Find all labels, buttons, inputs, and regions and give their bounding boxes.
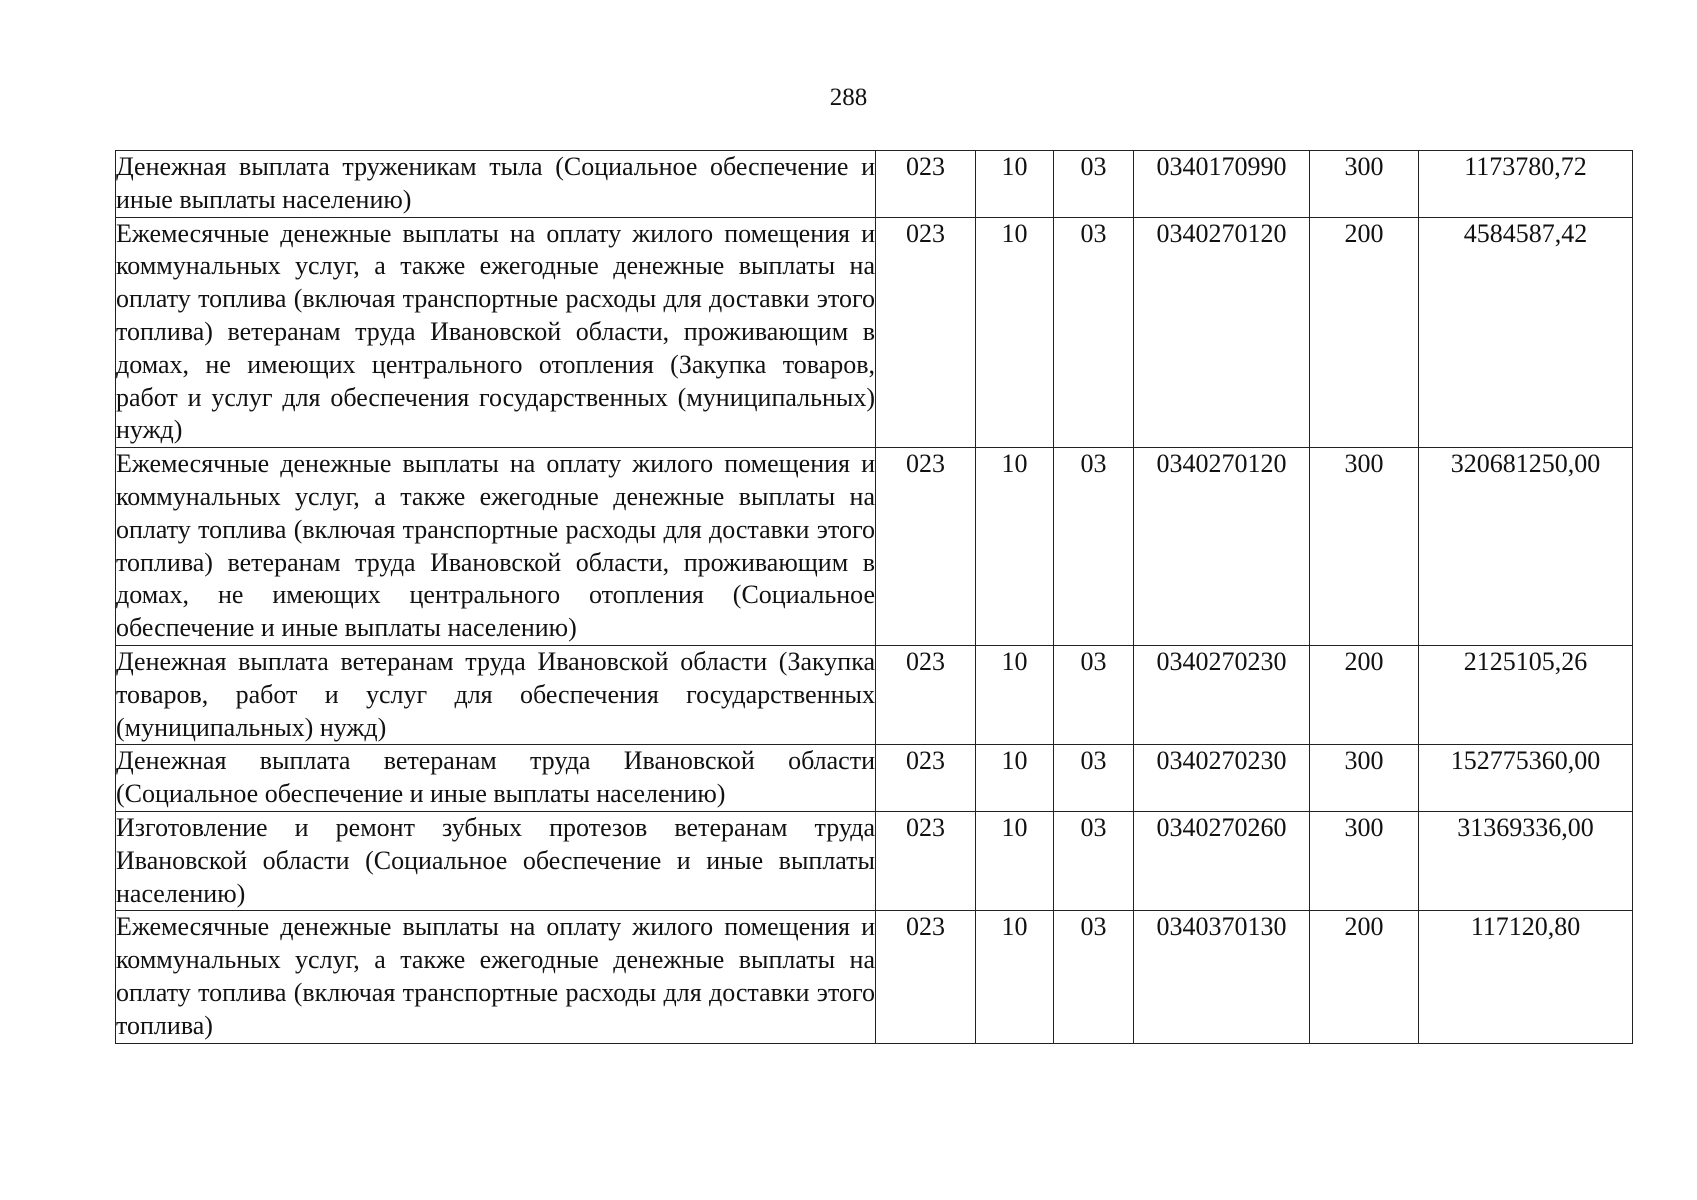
page-number: 288 (829, 84, 868, 111)
row-section-code: 10 (976, 448, 1054, 646)
row-target-article: 0340270260 (1134, 811, 1310, 910)
row-amount: 2125105,26 (1419, 645, 1633, 744)
row-expense-type: 200 (1310, 217, 1419, 448)
table-row (116, 745, 1633, 812)
row-subsection-code: 03 (1054, 151, 1134, 218)
row-description: Денежная выплата ветеранам труда Ивановской области (Социальное обеспечение и иные выплаты населению) (116, 745, 876, 812)
row-expense-type: 300 (1310, 811, 1419, 910)
row-description: Денежная выплата труженикам тыла (Социальное обеспечение и иные выплаты населению) (116, 151, 876, 218)
row-target-article: 0340270230 (1134, 745, 1310, 812)
row-description: Ежемесячные денежные выплаты на оплату жилого помещения и коммунальных услуг, а также ежегодные денежные выплаты на оплату топлива (включая транспортные расходы для доставки этого топлива) ветеранам труда Ивановской области, проживающим в домах, не имеющих центрального отопления (Закупка товаров, работ и услуг для обеспечения государственных (муниципальных) нужд) (116, 217, 876, 448)
table-row (116, 811, 1633, 910)
row-amount: 31369336,00 (1419, 811, 1633, 910)
table-row (116, 151, 1633, 218)
row-expense-type: 200 (1310, 645, 1419, 744)
row-description: Ежемесячные денежные выплаты на оплату жилого помещения и коммунальных услуг, а также ежегодные денежные выплаты на оплату топлива (включая транспортные расходы для доставки этого топлива) (116, 911, 876, 1043)
budget-table (115, 150, 1633, 1044)
row-expense-type: 300 (1310, 448, 1419, 646)
table-row (116, 645, 1633, 744)
row-amount: 1173780,72 (1419, 151, 1633, 218)
row-subsection-code: 03 (1054, 911, 1134, 1043)
row-ministry-code: 023 (876, 645, 976, 744)
row-section-code: 10 (976, 151, 1054, 218)
row-description: Денежная выплата ветеранам труда Ивановской области (Закупка товаров, работ и услуг для обеспечения государственных (муниципальных) нужд) (116, 645, 876, 744)
row-section-code: 10 (976, 217, 1054, 448)
row-expense-type: 300 (1310, 745, 1419, 812)
row-ministry-code: 023 (876, 811, 976, 910)
row-target-article: 0340270230 (1134, 645, 1310, 744)
row-amount: 117120,80 (1419, 911, 1633, 1043)
row-subsection-code: 03 (1054, 645, 1134, 744)
row-amount: 4584587,42 (1419, 217, 1633, 448)
row-amount: 152775360,00 (1419, 745, 1633, 812)
row-ministry-code: 023 (876, 151, 976, 218)
table-row (116, 448, 1633, 646)
row-subsection-code: 03 (1054, 448, 1134, 646)
row-section-code: 10 (976, 911, 1054, 1043)
row-section-code: 10 (976, 745, 1054, 812)
row-target-article: 0340270120 (1134, 217, 1310, 448)
row-ministry-code: 023 (876, 911, 976, 1043)
row-subsection-code: 03 (1054, 811, 1134, 910)
row-section-code: 10 (976, 645, 1054, 744)
row-subsection-code: 03 (1054, 745, 1134, 812)
row-amount: 320681250,00 (1419, 448, 1633, 646)
row-target-article: 0340370130 (1134, 911, 1310, 1043)
row-ministry-code: 023 (876, 745, 976, 812)
table-row (116, 217, 1633, 448)
row-ministry-code: 023 (876, 448, 976, 646)
row-expense-type: 300 (1310, 151, 1419, 218)
row-expense-type: 200 (1310, 911, 1419, 1043)
row-target-article: 0340170990 (1134, 151, 1310, 218)
row-section-code: 10 (976, 811, 1054, 910)
row-description: Ежемесячные денежные выплаты на оплату жилого помещения и коммунальных услуг, а также ежегодные денежные выплаты на оплату топлива (включая транспортные расходы для доставки этого топлива) ветеранам труда Ивановской области, проживающим в домах, не имеющих центрального отопления (Социальное обеспечение и иные выплаты населению) (116, 448, 876, 646)
row-description: Изготовление и ремонт зубных протезов ветеранам труда Ивановской области (Социальное обеспечение и иные выплаты населению) (116, 811, 876, 910)
row-ministry-code: 023 (876, 217, 976, 448)
row-target-article: 0340270120 (1134, 448, 1310, 646)
table-row (116, 911, 1633, 1043)
row-subsection-code: 03 (1054, 217, 1134, 448)
